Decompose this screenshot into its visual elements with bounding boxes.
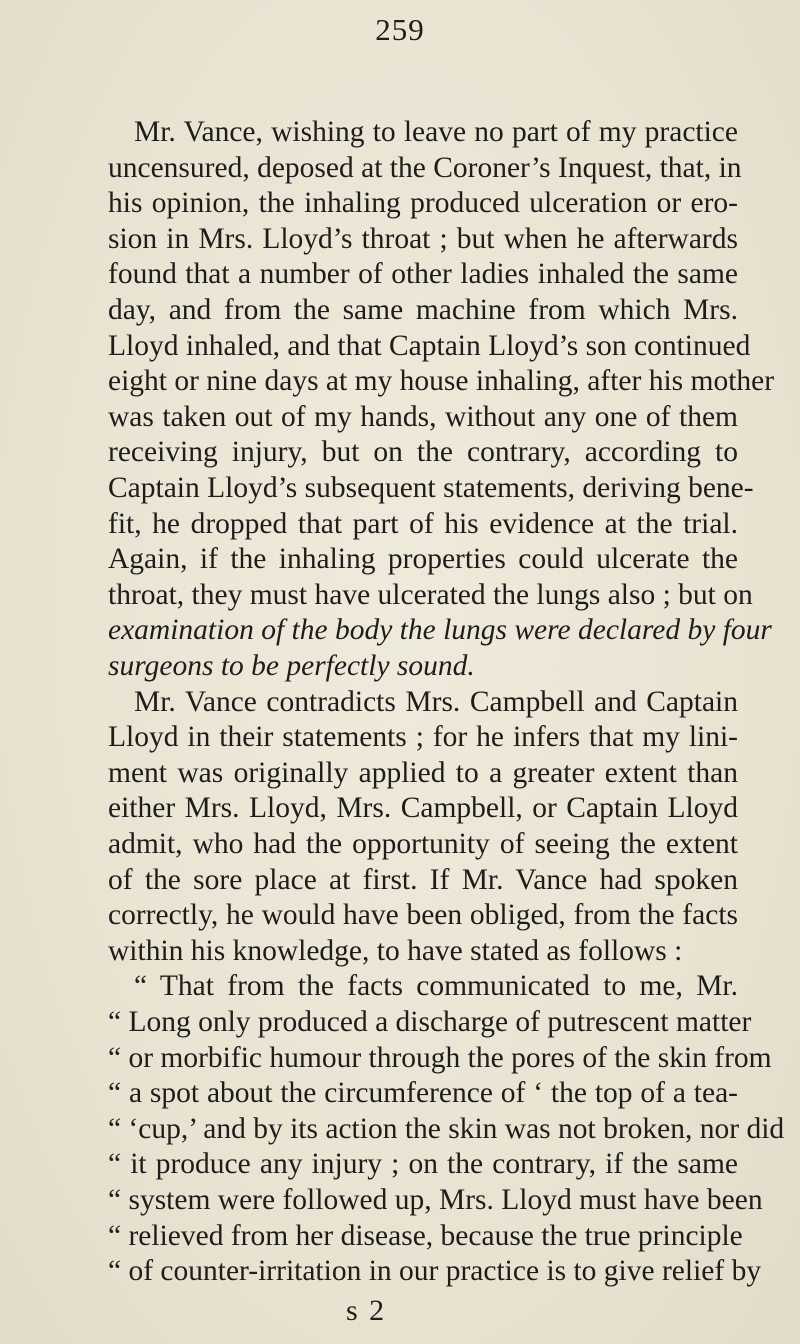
- signature-mark: s 2: [346, 1294, 387, 1327]
- text-line: receiving injury, but on the contrary, according to: [108, 436, 738, 469]
- text-line: “ Long only produced a discharge of putrescent matter: [108, 1006, 752, 1038]
- text-line: Again, if the inhaling properties could ulcerate the: [108, 543, 738, 576]
- text-line: eight or nine days at my house inhaling, after his mother: [108, 365, 775, 398]
- text-line: “ ‘cup,’ and by its action the skin was not broken, nor did: [108, 1112, 785, 1145]
- text-line: “ of counter-irritation in our practice is to give relief by: [108, 1255, 762, 1288]
- text-line: “ relieved from her disease, because the true principle: [108, 1219, 743, 1252]
- text-line: admit, who had the opportunity of seeing the extent: [108, 828, 738, 860]
- text-line: day, and from the same machine from which Mrs.: [108, 294, 738, 326]
- text-line: sion in Mrs. Lloyd’s throat ; but when he afterwards: [108, 222, 738, 255]
- text-line: “ system were followed up, Mrs. Lloyd must have been: [108, 1184, 763, 1216]
- text-line: of the sore place at first. If Mr. Vance had spoken: [108, 863, 738, 896]
- text-line: Mr. Vance, wishing to leave no part of my practice: [134, 116, 738, 148]
- page-number: 259: [375, 12, 425, 47]
- text-line: found that a number of other ladies inhaled the same: [108, 258, 738, 291]
- text-line: his opinion, the inhaling produced ulceration or ero-: [108, 187, 738, 220]
- text-line: ment was originally applied to a greater extent than: [108, 756, 738, 789]
- text-line: “ That from the facts communicated to me, Mr.: [134, 970, 738, 1003]
- text-line: Mr. Vance contradicts Mrs. Campbell and Captain: [134, 685, 738, 718]
- text-line: “ or morbific humour through the pores of the skin from: [108, 1041, 772, 1074]
- text-line: either Mrs. Lloyd, Mrs. Campbell, or Captain Lloyd: [108, 792, 738, 825]
- text-line: examination of the body the lungs were declared by four: [108, 614, 772, 647]
- text-line: uncensured, deposed at the Coroner’s Inquest, that, in: [108, 151, 742, 184]
- text-line: was taken out of my hands, without any one of them: [108, 400, 738, 433]
- text-line: surgeons to be perfectly sound.: [108, 650, 475, 682]
- text-line: correctly, he would have been obliged, from the facts: [108, 899, 738, 932]
- text-line: Lloyd in their statements ; for he infers that my lini-: [108, 721, 738, 754]
- text-line: Captain Lloyd’s subsequent statements, deriving bene-: [108, 472, 754, 504]
- text-line: fit, he dropped that part of his evidence at the trial.: [108, 507, 738, 540]
- text-line: Lloyd inhaled, and that Captain Lloyd’s son continued: [108, 329, 751, 362]
- text-line: “ a spot about the circumference of ‘ the top of a tea-: [108, 1077, 738, 1110]
- text-line: within his knowledge, to have stated as follows :: [108, 934, 683, 967]
- text-line: “ it produce any injury ; on the contrary, if the same: [108, 1148, 738, 1181]
- text-line: throat, they must have ulcerated the lungs also ; but on: [108, 578, 753, 611]
